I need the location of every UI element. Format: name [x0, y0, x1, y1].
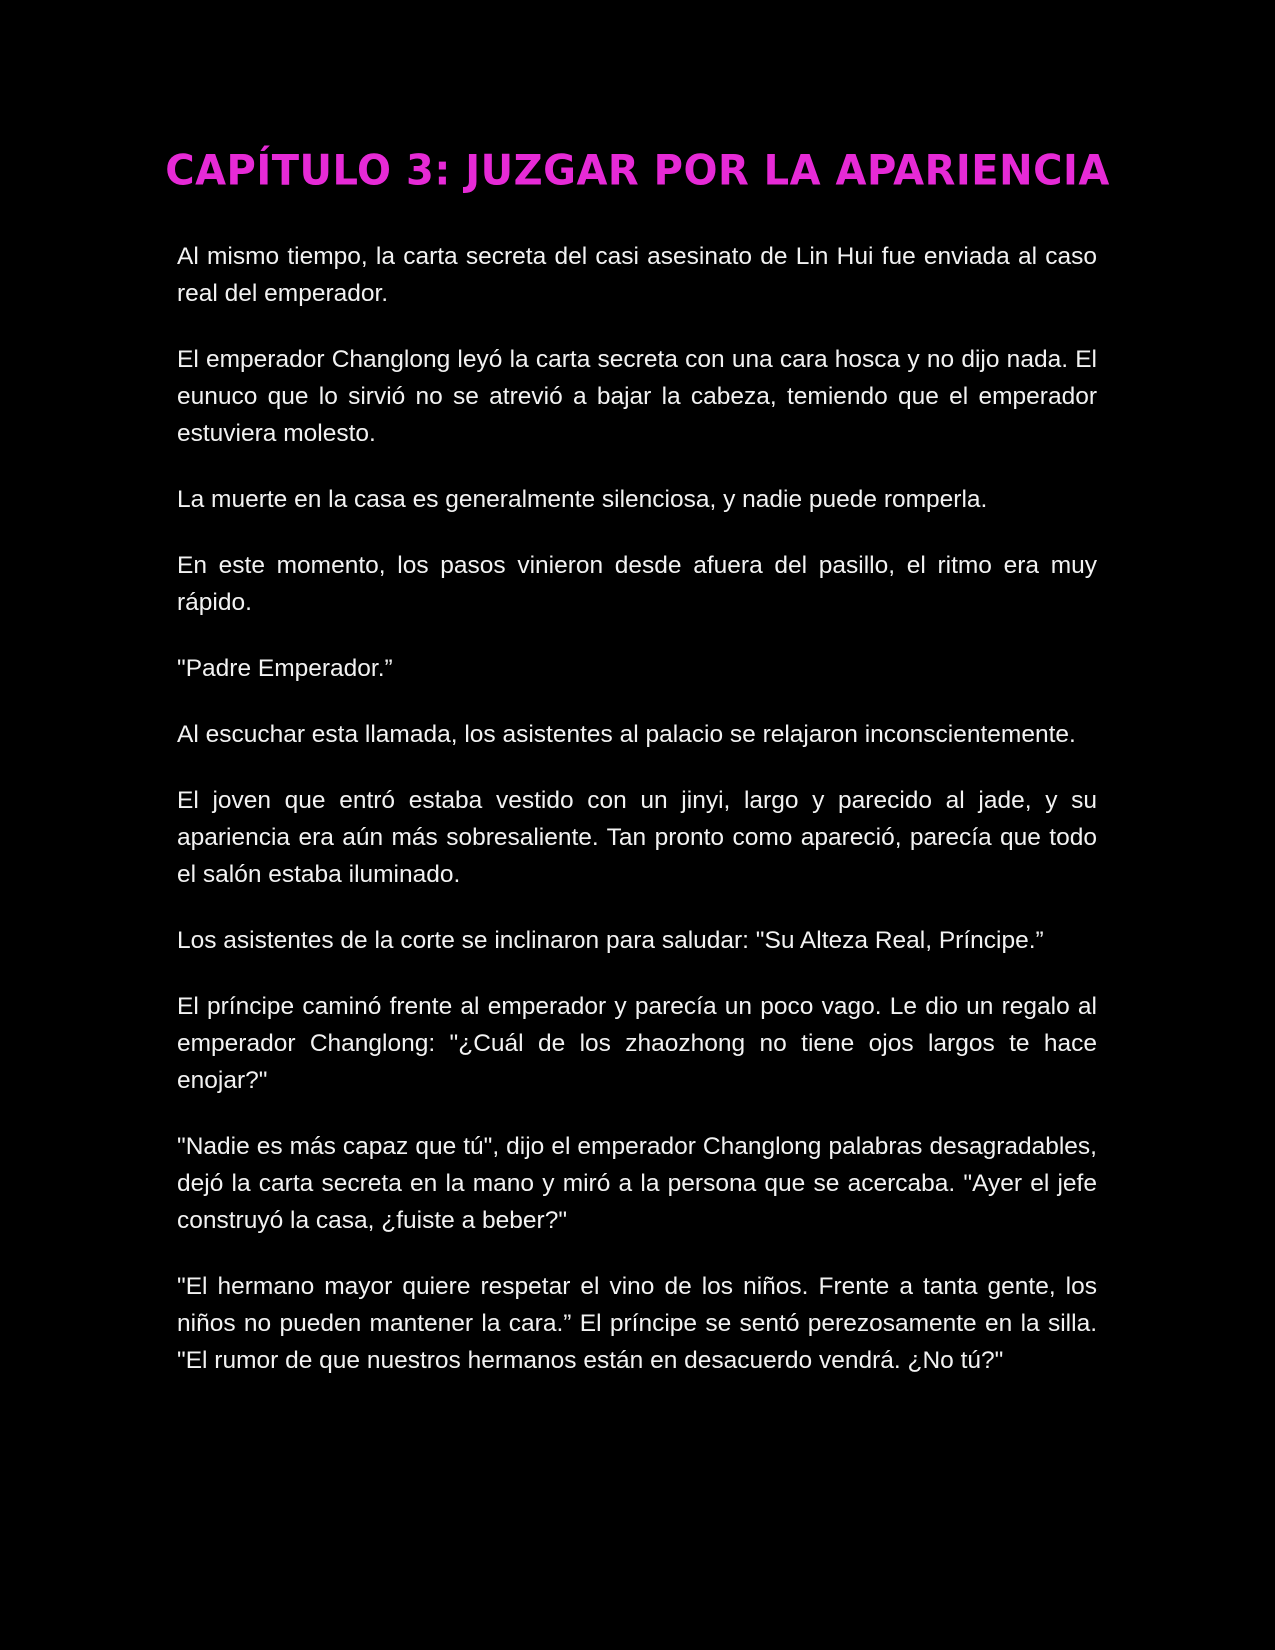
paragraph: El príncipe caminó frente al emperador y parecía un poco vago. Le dio un regalo al emperador Changlong: "¿Cuál de los zhaozhong no tiene ojos largos te hace enojar?"	[177, 993, 1097, 1094]
paragraph: "Nadie es más capaz que tú", dijo el emperador Changlong palabras desagradables, dejó la carta secreta en la mano y miró a la persona que se acercaba. "Ayer el jefe construyó la casa, ¿fuiste a beber?"	[177, 1133, 1097, 1234]
chapter-body	[177, 238, 1097, 1408]
paragraph: "El hermano mayor quiere respetar el vino de los niños. Frente a tanta gente, los niños no pueden mantener la cara.” El príncipe se sentó perezosamente en la silla. "El rumor de que nuestros hermanos están en desacuerdo vendrá. ¿No tú?"	[177, 1273, 1097, 1374]
paragraph: El emperador Changlong leyó la carta secreta con una cara hosca y no dijo nada. El eunuco que lo sirvió no se atrevió a bajar la cabeza, temiendo que el emperador estuviera molesto.	[177, 346, 1097, 447]
paragraph: El joven que entró estaba vestido con un jinyi, largo y parecido al jade, y su apariencia era aún más sobresaliente. Tan pronto como apareció, parecía que todo el salón estaba iluminado.	[177, 787, 1097, 888]
paragraph: La muerte en la casa es generalmente silenciosa, y nadie puede romperla.	[177, 486, 988, 513]
paragraph: "Padre Emperador.”	[177, 655, 393, 682]
paragraph: Al mismo tiempo, la carta secreta del casi asesinato de Lin Hui fue enviada al caso real del emperador.	[177, 243, 1097, 307]
paragraph: En este momento, los pasos vinieron desde afuera del pasillo, el ritmo era muy rápido.	[177, 552, 1097, 616]
paragraph: Los asistentes de la corte se inclinaron para saludar: "Su Alteza Real, Príncipe.”	[177, 927, 1044, 954]
paragraph: Al escuchar esta llamada, los asistentes al palacio se relajaron inconscientemente.	[177, 721, 1076, 748]
chapter-title: CAPÍTULO 3: JUZGAR POR LA APARIENCIA	[165, 146, 1110, 196]
